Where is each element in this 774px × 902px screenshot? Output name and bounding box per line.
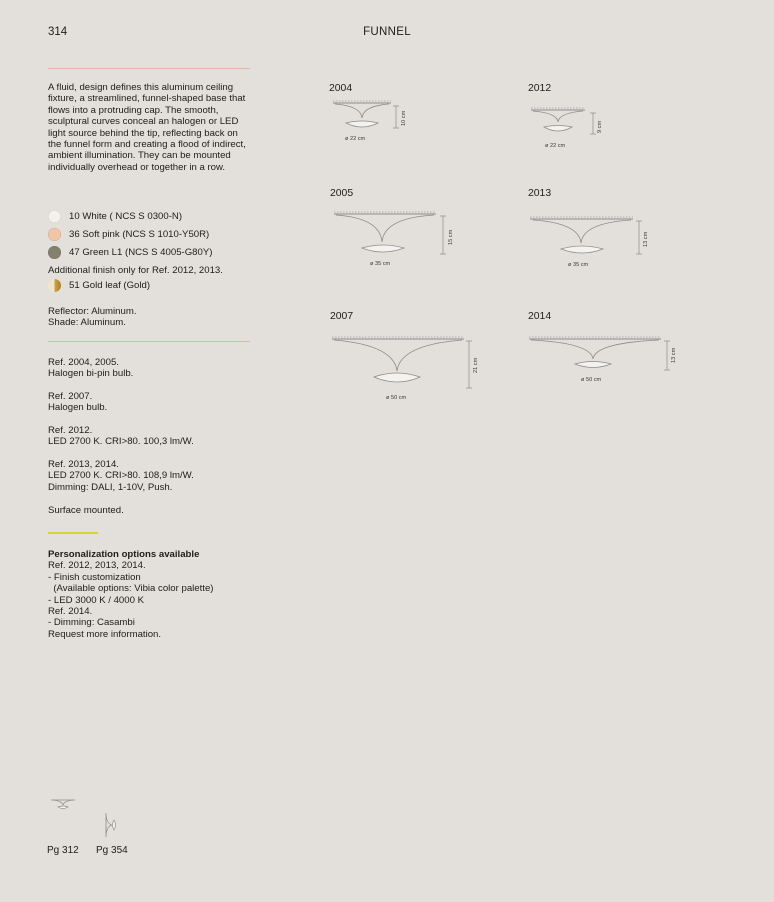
lamp-drawing-2004: [325, 98, 415, 148]
finish-white: [48, 209, 182, 223]
finish-label: 36 Soft pink (NCS S 1010-Y50R): [69, 228, 210, 240]
finish-gold: [48, 278, 150, 292]
spec-ref: Ref. 2013, 2014.: [48, 459, 119, 470]
finish-label: 51 Gold leaf (Gold): [69, 279, 151, 291]
mounting-info: Surface mounted.: [48, 505, 124, 516]
finish-label: 10 White ( NCS S 0300-N): [69, 210, 183, 222]
model-ref-2004: 2004: [329, 83, 353, 94]
finish-green: [48, 245, 212, 259]
height-label: 21 cm: [473, 357, 479, 373]
spec-ref: Ref. 2004, 2005.: [48, 357, 119, 368]
finish-swatch: [48, 210, 61, 223]
diameter-label: ø 50 cm: [581, 377, 602, 383]
finish-label: 47 Green L1 (NCS S 4005-G80Y): [69, 246, 213, 258]
height-label: 13 cm: [671, 347, 677, 363]
related-page-link[interactable]: Pg 312: [47, 845, 79, 856]
spec-ref: Ref. 2012.: [48, 425, 93, 436]
personalization-title: Personalization options available: [48, 549, 200, 560]
height-label: 9 cm: [597, 120, 603, 133]
product-description: A fluid, design defines this aluminum ceiling fixture, a streamlined, funnel-shaped base that flows into a protruding cap. The smooth, sculptural curves conceal an halogen or LED light source behind the tip, reflecting back on the funnel form and creating a flood of indirect, ambient illumination. They can be mounted individually overhead or together in a row.: [48, 82, 246, 173]
divider: [48, 68, 250, 69]
diameter-label: ø 35 cm: [370, 261, 391, 267]
personalization-block: [48, 549, 278, 640]
personalization-line: - Finish customization: [48, 571, 141, 583]
height-label: 13 cm: [643, 231, 649, 247]
model-ref-2013: 2013: [528, 188, 552, 199]
related-page-link[interactable]: Pg 354: [96, 845, 128, 856]
spec-line: Dimming: DALI, 1-10V, Push.: [48, 481, 173, 493]
spec-2012: [48, 425, 268, 448]
page-number: 314: [48, 26, 68, 38]
lamp-drawing-2007: [328, 333, 488, 405]
height-label: 15 cm: [448, 229, 454, 245]
model-ref-2012: 2012: [528, 83, 552, 94]
personalization-line: Request more information.: [48, 628, 162, 640]
finish-soft-pink: [48, 227, 209, 241]
accent-divider: [48, 532, 98, 534]
personalization-line: (Available options: Vibia color palette): [48, 583, 214, 595]
model-ref-2005: 2005: [330, 188, 354, 199]
finish-swatch: [48, 246, 61, 259]
lamp-drawing-2013: [525, 213, 665, 273]
spec-2004-2005: [48, 357, 268, 380]
personalization-line: - LED 3000 K / 4000 K: [48, 594, 144, 606]
diameter-label: ø 22 cm: [345, 136, 366, 142]
diameter-label: ø 35 cm: [568, 262, 589, 268]
finish-swatch-gold: [48, 279, 61, 292]
spec-line: LED 2700 K. CRI>80. 100,3 lm/W.: [48, 436, 194, 448]
lamp-drawing-2012: [525, 103, 615, 153]
lamp-drawing-2005: [328, 208, 468, 270]
material-reflector: Reflector: Aluminum.: [48, 306, 137, 317]
spec-2007: [48, 391, 268, 414]
additional-finish-note: Additional finish only for Ref. 2012, 2013.: [48, 265, 223, 276]
model-ref-2014: 2014: [528, 311, 552, 322]
lamp-drawing-2014: [525, 333, 685, 393]
divider: [48, 341, 250, 342]
related-wall-lamp-icon[interactable]: [102, 812, 122, 838]
spec-line: Halogen bulb.: [48, 402, 108, 414]
personalization-line: - Dimming: Casambi: [48, 617, 135, 629]
diameter-label: ø 50 cm: [386, 395, 407, 401]
spec-ref: Ref. 2007.: [48, 391, 93, 402]
material-shade: Shade: Aluminum.: [48, 317, 126, 328]
personalization-line: Ref. 2014.: [48, 606, 93, 618]
spec-line: Halogen bi-pin bulb.: [48, 368, 134, 380]
height-label: 10 cm: [401, 110, 407, 126]
page-title: FUNNEL: [363, 26, 411, 38]
model-ref-2007: 2007: [330, 311, 354, 322]
personalization-line: Ref. 2012, 2013, 2014.: [48, 560, 146, 572]
spec-2013-2014: [48, 459, 268, 493]
diameter-label: ø 22 cm: [545, 143, 566, 149]
spec-line: LED 2700 K. CRI>80. 108,9 lm/W.: [48, 470, 194, 482]
finish-swatch: [48, 228, 61, 241]
related-ceiling-lamp-icon[interactable]: [50, 798, 76, 812]
